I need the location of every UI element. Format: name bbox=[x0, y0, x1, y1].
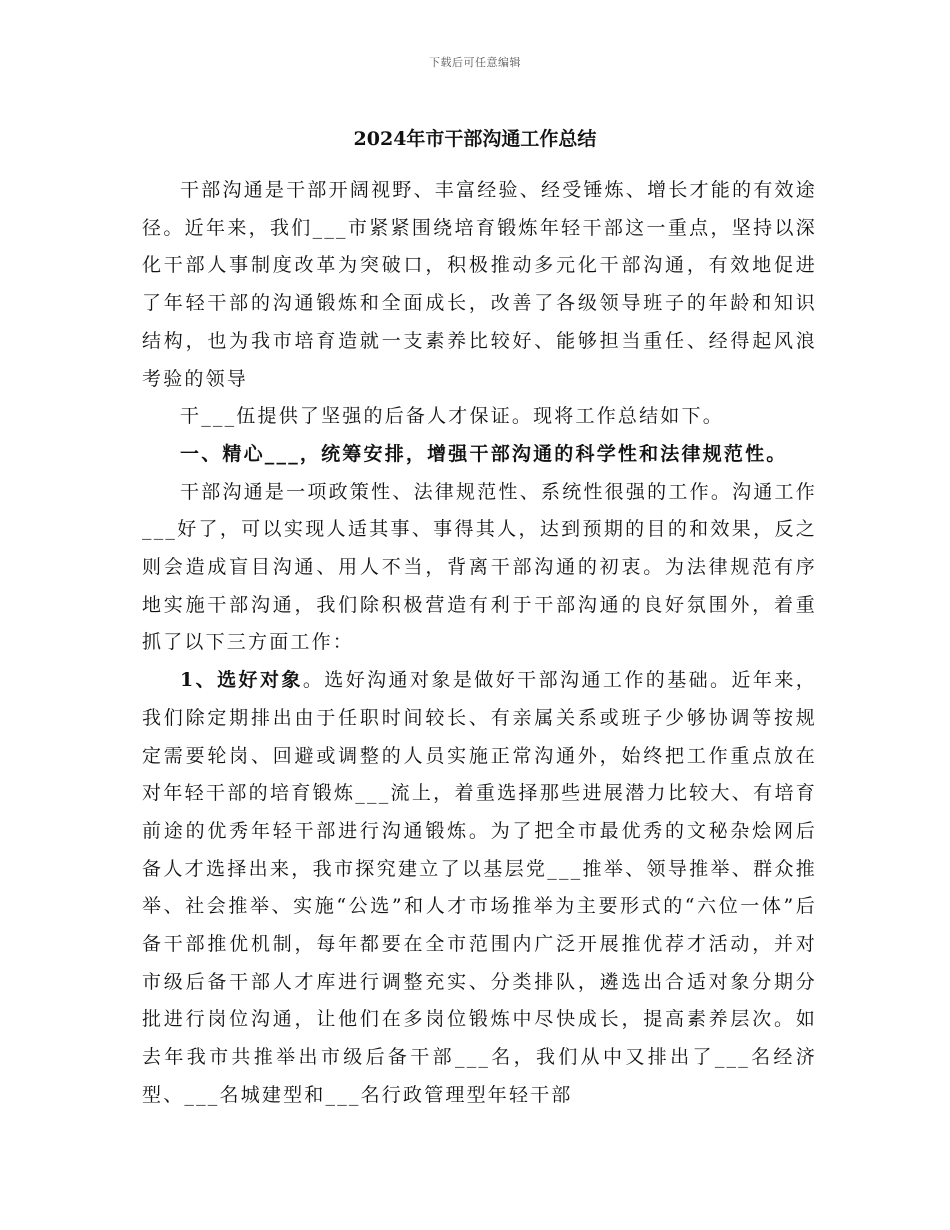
document-title: 2024年市干部沟通工作总结 bbox=[353, 128, 597, 150]
paragraph-intro-continued: 干___伍提供了坚强的后备人才保证。现将工作总结如下。 bbox=[180, 405, 724, 428]
section-heading-1: 一、精心___，统筹安排，增强干部沟通的科学性和法律规范性。 bbox=[180, 442, 788, 465]
paragraph-item-1 bbox=[142, 662, 817, 1114]
item-1-lead: 1、选好对象 bbox=[180, 669, 303, 692]
item-1-text: 。选好沟通对象是做好干部沟通工作的基础。近年来，我们除定期排出由于任职时间较长、有亲属关系或班子少够协调等按规定需要轮岗、回避或调整的人员实施正常沟通外，始终把工作重点放在对年轻干部的培育锻炼___流上，着重选择那些进展潜力比较大、有培育前途的优秀年轻干部进行沟通锻炼。为了把全市最优秀的文秘杂烩网后备人才选择出来，我市探究建立了以基层党___推举、领导推举、群众推举、社会推举、实施“公选”和人才市场推举为主要形式的“六位一体”后备干部推优机制，每年都要在全市范围内广泛开展推优荐才活动，并对市级后备干部人才库进行调整充实、分类排队，遴选出合适对象分期分批进行岗位沟通，让他们在多岗位锻炼中尽快成长，提高素养层次。如去年我市共推举出市级后备干部___名，我们从中又排出了___名经济型、___名城建型和___名行政管理型年轻干部 bbox=[142, 669, 817, 1106]
document-body bbox=[142, 172, 817, 1115]
paragraph-intro: 干部沟通是干部开阔视野、丰富经验、经受锤炼、增长才能的有效途径。近年来，我们___市紧紧围绕培育锻炼年轻干部这一重点，坚持以深化干部人事制度改革为突破口，积极推动多元化干部沟通，有效地促进了年轻干部的沟通锻炼和全面成长，改善了各级领导班子的年龄和知识结构，也为我市培育造就一支素养比较好、能够担当重任、经得起风浪考验的领导 bbox=[142, 179, 817, 390]
header-note: 下载后可任意编辑 bbox=[429, 56, 521, 69]
paragraph-section-1: 干部沟通是一项政策性、法律规范性、系统性很强的工作。沟通工作___好了，可以实现人适其事、事得其人，达到预期的目的和效果，反之则会造成盲目沟通、用人不当，背离干部沟通的初衷。为法律规范有序地实施干部沟通，我们除积极营造有利于干部沟通的良好氛围外，着重抓了以下三方面工作： bbox=[142, 480, 817, 654]
